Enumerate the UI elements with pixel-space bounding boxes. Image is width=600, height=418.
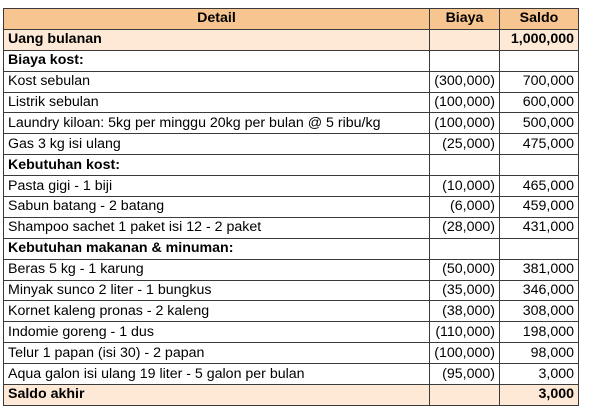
cell-saldo: 308,000 — [500, 301, 579, 322]
cell-detail: Kebutuhan makanan & minuman: — [4, 238, 430, 259]
cell-detail: Laundry kiloan: 5kg per minggu 20kg per bulan @ 5 ribu/kg — [4, 113, 430, 134]
cell-detail: Pasta gigi - 1 biji — [4, 176, 430, 197]
table-row — [4, 322, 579, 343]
cell-biaya — [430, 50, 500, 71]
table-row — [4, 71, 579, 92]
table-header-row — [4, 9, 579, 30]
cell-saldo: 1,000,000 — [500, 29, 579, 50]
header-saldo: Saldo — [500, 9, 579, 30]
cell-saldo: 198,000 — [500, 322, 579, 343]
cell-detail: Beras 5 kg - 1 karung — [4, 259, 430, 280]
cell-saldo — [500, 50, 579, 71]
cell-detail: Shampoo sachet 1 paket isi 12 - 2 paket — [4, 217, 430, 238]
cell-biaya: (300,000) — [430, 71, 500, 92]
table-row — [4, 280, 579, 301]
cell-saldo: 600,000 — [500, 92, 579, 113]
cell-biaya: (50,000) — [430, 259, 500, 280]
cell-biaya: (25,000) — [430, 134, 500, 155]
cell-detail: Kebutuhan kost: — [4, 155, 430, 176]
table-row — [4, 92, 579, 113]
cell-detail: Kost sebulan — [4, 71, 430, 92]
cell-saldo: 700,000 — [500, 71, 579, 92]
cell-saldo: 431,000 — [500, 217, 579, 238]
cell-saldo: 3,000 — [500, 364, 579, 385]
budget-table — [3, 8, 579, 406]
table-row — [4, 134, 579, 155]
cell-saldo: 3,000 — [500, 385, 579, 406]
cell-detail: Indomie goreng - 1 dus — [4, 322, 430, 343]
cell-biaya: (10,000) — [430, 176, 500, 197]
header-biaya: Biaya — [430, 9, 500, 30]
cell-detail: Aqua galon isi ulang 19 liter - 5 galon per bulan — [4, 364, 430, 385]
section-row — [4, 155, 579, 176]
cell-detail: Uang bulanan — [4, 29, 430, 50]
table-body — [4, 29, 579, 405]
cell-biaya — [430, 155, 500, 176]
summary-row — [4, 385, 579, 406]
table-row — [4, 301, 579, 322]
header-detail: Detail — [4, 9, 430, 30]
table-row — [4, 176, 579, 197]
table-row — [4, 364, 579, 385]
cell-detail: Listrik sebulan — [4, 92, 430, 113]
cell-detail: Minyak sunco 2 liter - 1 bungkus — [4, 280, 430, 301]
cell-biaya — [430, 385, 500, 406]
cell-biaya: (110,000) — [430, 322, 500, 343]
cell-saldo: 500,000 — [500, 113, 579, 134]
table-row — [4, 197, 579, 218]
cell-detail: Sabun batang - 2 batang — [4, 197, 430, 218]
cell-biaya: (95,000) — [430, 364, 500, 385]
cell-biaya — [430, 29, 500, 50]
cell-saldo: 465,000 — [500, 176, 579, 197]
cell-biaya: (100,000) — [430, 113, 500, 134]
table-row — [4, 217, 579, 238]
table-row — [4, 113, 579, 134]
cell-saldo — [500, 238, 579, 259]
cell-saldo: 475,000 — [500, 134, 579, 155]
cell-biaya: (35,000) — [430, 280, 500, 301]
cell-detail: Kornet kaleng pronas - 2 kaleng — [4, 301, 430, 322]
cell-biaya: (6,000) — [430, 197, 500, 218]
section-row — [4, 50, 579, 71]
cell-biaya: (100,000) — [430, 343, 500, 364]
table-row — [4, 343, 579, 364]
cell-biaya: (100,000) — [430, 92, 500, 113]
cell-detail: Telur 1 papan (isi 30) - 2 papan — [4, 343, 430, 364]
cell-detail: Saldo akhir — [4, 385, 430, 406]
table-row — [4, 259, 579, 280]
summary-row — [4, 29, 579, 50]
cell-saldo — [500, 155, 579, 176]
cell-biaya — [430, 238, 500, 259]
cell-saldo: 381,000 — [500, 259, 579, 280]
cell-biaya: (28,000) — [430, 217, 500, 238]
cell-saldo: 459,000 — [500, 197, 579, 218]
cell-detail: Biaya kost: — [4, 50, 430, 71]
cell-biaya: (38,000) — [430, 301, 500, 322]
cell-detail: Gas 3 kg isi ulang — [4, 134, 430, 155]
budget-table-container — [3, 8, 579, 406]
cell-saldo: 346,000 — [500, 280, 579, 301]
cell-saldo: 98,000 — [500, 343, 579, 364]
section-row — [4, 238, 579, 259]
